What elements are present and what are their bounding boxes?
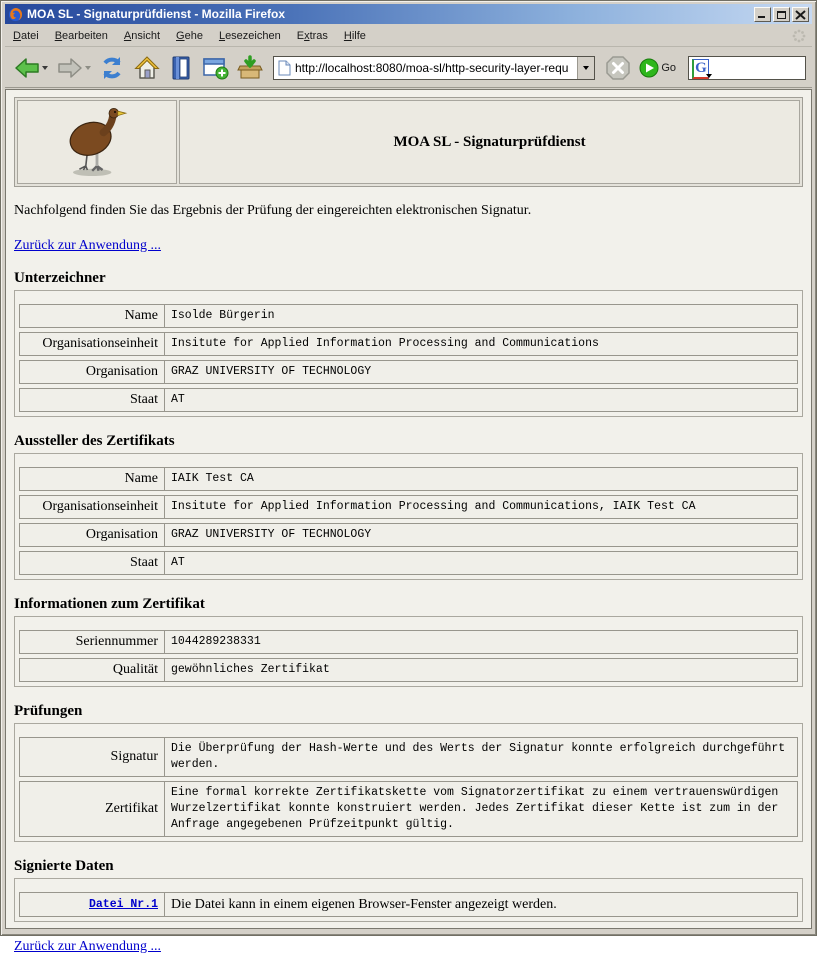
row-value: GRAZ UNIVERSITY OF TECHNOLOGY <box>171 365 372 378</box>
menu-bearbeiten[interactable]: Bearbeiten <box>54 30 108 42</box>
certificate-info-table <box>14 616 803 687</box>
table-row <box>19 892 798 917</box>
new-window-icon <box>201 55 229 81</box>
row-label: Organisationseinheit <box>20 496 165 518</box>
forward-dropdown-icon[interactable] <box>85 66 91 70</box>
issuer-table <box>14 453 803 580</box>
url-input[interactable] <box>295 61 577 75</box>
home-button[interactable] <box>131 53 163 83</box>
row-value: Die Datei kann in einem eigenen Browser-Fenster angezeigt werden. <box>171 897 557 912</box>
minimize-button[interactable] <box>754 7 771 22</box>
section-heading-pruefungen: Prüfungen <box>14 703 83 719</box>
new-window-button[interactable] <box>199 53 231 83</box>
row-label: Organisation <box>20 524 165 546</box>
table-row <box>19 658 798 682</box>
menu-hilfe[interactable]: Hilfe <box>343 30 366 42</box>
reload-button[interactable] <box>97 53 127 83</box>
row-label: Staat <box>20 552 165 574</box>
row-value: Isolde Bürgerin <box>171 309 275 322</box>
maximize-icon <box>777 11 786 19</box>
table-row <box>19 332 798 356</box>
row-label: Name <box>20 468 165 490</box>
home-icon <box>133 55 161 81</box>
intro-text: Nachfolgend finden Sie das Ergebnis der Prüfung der eingereichten elektronischen Signatur. <box>14 203 532 218</box>
row-value: AT <box>171 556 185 569</box>
banner-title: MOA SL - Signaturprüfdienst <box>179 100 800 184</box>
row-value: Insitute for Applied Information Processing and Communications <box>171 337 599 350</box>
window-title: MOA SL - Signaturprüfdienst - Mozilla Firefox <box>27 7 286 21</box>
row-value: Insitute for Applied Information Processing and Communications, IAIK Test CA <box>171 500 696 513</box>
page-banner <box>14 97 803 187</box>
menu-lesezeichen[interactable]: Lesezeichen <box>218 30 281 42</box>
section-heading-unterzeichner: Unterzeichner <box>14 270 106 286</box>
row-label: Qualität <box>20 659 165 681</box>
back-dropdown-icon[interactable] <box>42 66 48 70</box>
row-label <box>20 893 165 916</box>
moa-bird-image <box>57 101 137 183</box>
close-button[interactable] <box>792 7 809 22</box>
row-value: IAIK Test CA <box>171 472 254 485</box>
table-row <box>19 388 798 412</box>
file-nr1-link[interactable]: Datei Nr.1 <box>88 898 158 911</box>
search-input[interactable] <box>711 60 805 76</box>
go-icon <box>639 58 659 78</box>
row-label: Staat <box>20 389 165 411</box>
page-content <box>5 89 812 954</box>
banner-image-cell <box>17 100 177 184</box>
throbber-icon <box>792 29 806 43</box>
row-value: Die Überprüfung der Hash-Werte und des Werts der Signatur konnte erfolgreich durchgeführt werden. <box>171 742 786 771</box>
row-label: Seriennummer <box>20 631 165 653</box>
forward-button[interactable] <box>54 54 93 82</box>
title-bar <box>5 4 812 24</box>
bookmarks-button[interactable] <box>167 53 195 83</box>
menu-datei[interactable]: Datei <box>13 30 39 42</box>
signer-table <box>14 290 803 417</box>
verification-table <box>14 723 803 842</box>
table-row <box>19 737 798 777</box>
forward-icon <box>56 56 84 80</box>
url-dropdown-button[interactable] <box>577 57 594 79</box>
search-engine-dropdown-icon <box>706 74 712 78</box>
url-bar <box>273 56 595 80</box>
menu-bar <box>5 26 812 47</box>
google-search-icon[interactable]: G <box>692 59 709 76</box>
downloads-icon <box>237 55 263 81</box>
maximize-button[interactable] <box>773 7 790 22</box>
table-row <box>19 304 798 328</box>
minimize-icon <box>758 16 765 18</box>
table-row <box>19 630 798 654</box>
page-icon <box>278 60 291 76</box>
row-value: GRAZ UNIVERSITY OF TECHNOLOGY <box>171 528 372 541</box>
row-label: Signatur <box>20 738 165 776</box>
back-to-application-link-top[interactable]: Zurück zur Anwendung ... <box>14 238 161 253</box>
back-icon <box>13 56 41 80</box>
downloads-button[interactable] <box>235 53 265 83</box>
url-dropdown-icon <box>583 66 589 70</box>
stop-button[interactable] <box>603 53 633 83</box>
back-to-application-link-bottom[interactable]: Zurück zur Anwendung ... <box>14 939 161 954</box>
row-value: gewöhnliches Zertifikat <box>171 663 330 676</box>
menu-ansicht[interactable]: Ansicht <box>123 30 161 42</box>
row-value: AT <box>171 393 185 406</box>
stop-icon <box>605 55 631 81</box>
table-row <box>19 781 798 837</box>
table-row <box>19 360 798 384</box>
row-value: Eine formal korrekte Zertifikatskette vom Signatorzertifikat zu einem vertrauenswürdigen Wurzelzertifikat konnte konstruiert werden. Jedes Zertifikat dieser Kette ist zum in der Anfrage angegebenen Prüfzeitpunkt gültig. <box>171 786 779 831</box>
search-box <box>688 56 806 80</box>
reload-icon <box>99 55 125 81</box>
back-button[interactable] <box>11 54 50 82</box>
table-row <box>19 551 798 575</box>
table-row <box>19 467 798 491</box>
go-label: Go <box>661 61 676 74</box>
row-value: 1044289238331 <box>171 635 261 648</box>
row-label: Organisationseinheit <box>20 333 165 355</box>
row-label: Organisation <box>20 361 165 383</box>
bookmarks-icon <box>169 55 193 81</box>
section-heading-aussteller: Aussteller des Zertifikats <box>14 433 175 449</box>
section-heading-zertifikat-info: Informationen zum Zertifikat <box>14 596 205 612</box>
close-icon <box>795 10 806 20</box>
menu-extras[interactable]: Extras <box>296 30 328 42</box>
row-label: Zertifikat <box>20 782 165 836</box>
go-button[interactable] <box>637 56 682 80</box>
signed-data-table <box>14 878 803 922</box>
row-label: Name <box>20 305 165 327</box>
firefox-icon <box>8 7 23 22</box>
table-row <box>19 495 798 519</box>
table-row <box>19 523 798 547</box>
navigation-toolbar <box>5 48 812 88</box>
menu-gehe[interactable]: Gehe <box>176 30 203 42</box>
section-heading-signierte-daten: Signierte Daten <box>14 858 114 874</box>
